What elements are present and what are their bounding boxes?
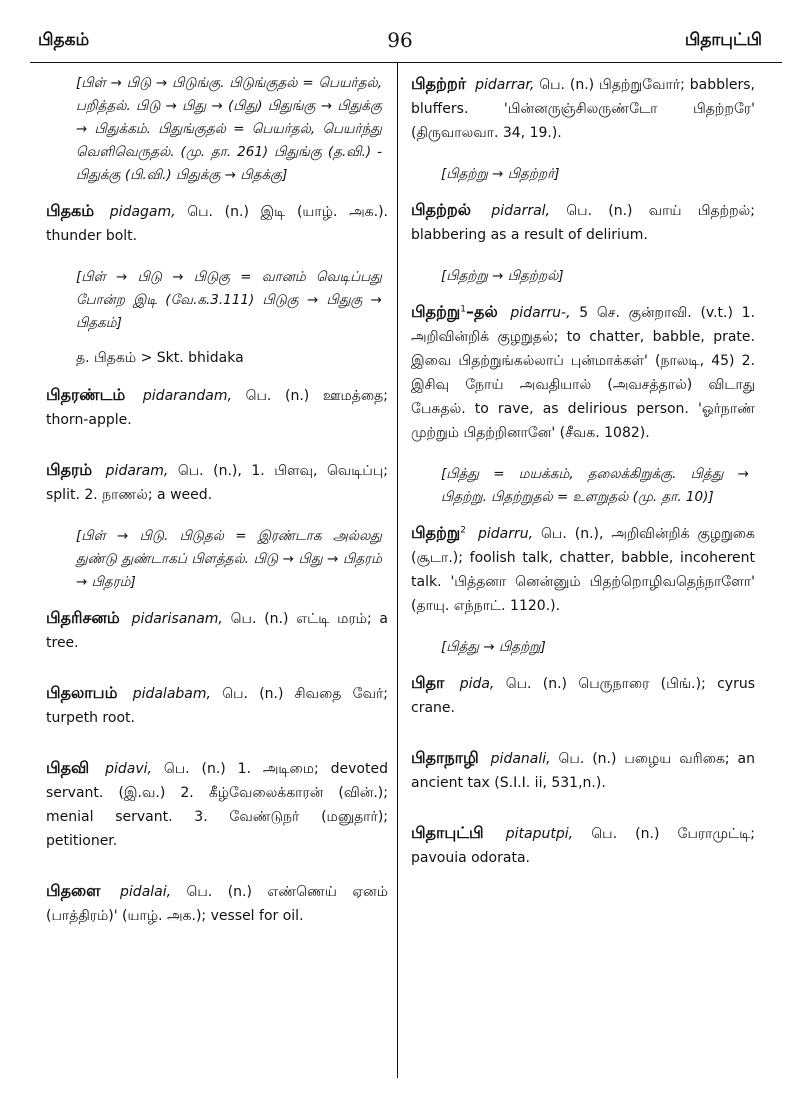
left-column	[46, 72, 388, 946]
entry-definition: பெ. (n.) பழைய வரிகை; an ancient tax (S.I.I. ii, 531,n.).	[411, 751, 755, 791]
entry-transliteration: pidarral,	[491, 203, 551, 219]
dictionary-entry	[46, 879, 388, 928]
entry-homonym-number: 2	[460, 525, 467, 536]
entry-headword: பிதளை	[46, 881, 101, 900]
dictionary-entry	[46, 199, 388, 248]
dictionary-entry	[411, 671, 755, 720]
entry-etymology: [பிதற்று → பிதற்றர்]	[441, 166, 560, 182]
entry-definition: பெ. (n.), 1. பிளவு, வெடிப்பு; split. 2. நாணல்; a weed.	[46, 463, 388, 503]
entry-headword: பிதலாபம்	[46, 683, 118, 702]
entry-cognate: த. பிதகம் > Skt. bhidaka	[76, 350, 244, 366]
entry-headword: பிதற்றர்	[411, 74, 467, 93]
entry-transliteration: pidalabam,	[132, 686, 211, 702]
right-column	[411, 72, 755, 888]
entry-definition: 5 செ. குன்றாவி. (v.t.) 1. அறிவின்றிக் குழறுதல்; to chatter, babble, prate. இவை பிதற்றுங்கல்லாப் புன்மாக்கள்' (நாலடி, 45) 2. இசிவு நோய் அவதியால் (அவசத்தால்) விடாது பேசுதல். to rave, as delirious person. 'ஓர்நாண் முற்றும் பிதற்றினானே' (சீவக. 1082).	[411, 305, 755, 441]
entry-definition: பெ. (n.) பெருநாரை (பிங்.); cyrus crane.	[411, 676, 756, 716]
dictionary-entry	[411, 521, 755, 618]
entry-definition: பெ. (n.) பேராமுட்டி; pavouia odorata.	[411, 826, 756, 866]
entry-headword: பிதரிசனம்	[46, 608, 120, 627]
entry-transliteration: pidaram,	[105, 463, 169, 479]
dictionary-entry	[411, 72, 755, 145]
page-header	[0, 0, 800, 62]
entry-definition: பெ. (n.) இடி (யாழ். அக.). thunder bolt.	[46, 204, 388, 244]
entry-transliteration: pidagam,	[109, 204, 176, 220]
entry-definition: பெ. (n.) வாய் பிதற்றல்; blabbering as a result of delirium.	[411, 203, 756, 243]
entry-etymology: [பிள் → பிடு. பிடுதல் = இரண்டாக அல்லது துண்டு துண்டாகப் பிளத்தல். பிடு → பிது → பிதரம் → பிதரம்]	[76, 528, 382, 590]
entry-transliteration: pidarrar,	[475, 77, 535, 93]
entry-transliteration: pidalai,	[120, 884, 172, 900]
page-number: 96	[387, 28, 413, 52]
entry-transliteration: pitaputpi,	[505, 826, 574, 842]
entry-headword-suffix: –தல்	[466, 302, 498, 321]
entry-headword: பிதா	[411, 673, 445, 692]
entry-headword: பிதரம்	[46, 460, 93, 479]
header-guide-word-right: பிதாபுட்பி	[684, 30, 762, 50]
entry-etymology: [பிதற்று → பிதற்றல்]	[441, 268, 564, 284]
dictionary-entry	[46, 756, 388, 853]
column-divider	[397, 62, 398, 1078]
entry-definition: பெ. (n.) ஊமத்தை; thorn-apple.	[46, 388, 388, 428]
entry-headword: பிதவி	[46, 758, 90, 777]
dictionary-entry	[411, 821, 755, 870]
dictionary-entry	[46, 383, 388, 432]
header-divider	[30, 62, 782, 63]
entry-headword: பிதாநாழி	[411, 748, 479, 767]
dictionary-entry	[411, 746, 755, 795]
entry-etymology: [பித்து = மயக்கம், தலைக்கிறுக்கு. பித்து → பிதற்று. பிதற்றுதல் = உளறுதல் (மு. தா. 10)]	[441, 466, 749, 505]
entry-transliteration: pidarandam,	[142, 388, 232, 404]
entry-definition: பெ. (n.) எட்டி மரம்; a tree.	[46, 611, 389, 651]
entry-headword: பிதகம்	[46, 201, 95, 220]
entry-headword: பிதற்றல்	[411, 200, 472, 219]
entry-etymology: [பிள் → பிடு → பிடுங்கு. பிடுங்குதல் = பெயர்தல், பறித்தல். பிடு → பிது → (பிது) பிதுங்கு → பிதுக்கு → பிதுக்கம். பிதுங்குதல் = பெயர்தல், பெயர்ந்து வெளிவெருதல். (மு. தா. 261) பிதுங்கு (த.வி.) - பிதுக்கு (பி.வி.) பிதுக்கு → பிதக்கு]	[76, 75, 382, 183]
dictionary-entry	[46, 606, 388, 655]
dictionary-entry	[411, 300, 755, 445]
entry-headword: பிதாபுட்பி	[411, 823, 484, 842]
entry-definition: பெ. (n.) சிவதை வேர்; turpeth root.	[46, 686, 389, 726]
entry-etymology: [பித்து → பிதற்று]	[441, 639, 546, 655]
entry-definition: பெ. (n.), அறிவின்றிக் குழறுகை (சூடா.); foolish talk, chatter, babble, incoherent talk. 'பித்தனா னென்னும் பிதற்றொழிவதெந்நாளோ' (தாயு. எந்நாட். 1120.).	[411, 526, 756, 614]
entry-transliteration: pidarru-,	[510, 305, 571, 321]
entry-transliteration: pidanali,	[490, 751, 551, 767]
entry-headword: பிதற்று	[411, 302, 461, 321]
entry-definition: பெ. (n.) பிதற்றுவோர்; babblers, bluffers. 'பின்னருஞ்சிலருண்டோ பிதற்றரே' (திருவாலவா. 34, 19.).	[411, 77, 755, 141]
header-guide-word-left: பிதகம்	[38, 30, 90, 50]
dictionary-entry	[411, 198, 755, 247]
entry-etymology: [பிள் → பிடு → பிடுகு = வானம் வெடிப்பது போன்ற இடி (வே.க.3.111) பிடுகு → பிதுகு → பிதகம்]	[76, 269, 382, 331]
entry-transliteration: pidarisanam,	[131, 611, 223, 627]
entry-transliteration: pidarru,	[477, 526, 534, 542]
entry-definition: பெ. (n.) 1. அடிமை; devoted servant. (இ.வ.) 2. கீழ்வேலைக்காரன் (வின்.); menial servant. 3. வேண்டுநர் (மனுதார்); petitioner.	[46, 761, 388, 849]
dictionary-entry	[46, 681, 388, 730]
dictionary-entry	[46, 458, 388, 507]
entry-homonym-number: 1	[460, 304, 467, 315]
entry-definition: பெ. (n.) எண்ணெய் ஏனம் (பாத்திரம்)' (யாழ். அக.); vessel for oil.	[46, 884, 389, 924]
entry-headword: பிதற்று	[411, 523, 461, 542]
entry-transliteration: pidavi,	[105, 761, 152, 777]
entry-headword: பிதரண்டம்	[46, 385, 126, 404]
entry-transliteration: pida,	[459, 676, 495, 692]
